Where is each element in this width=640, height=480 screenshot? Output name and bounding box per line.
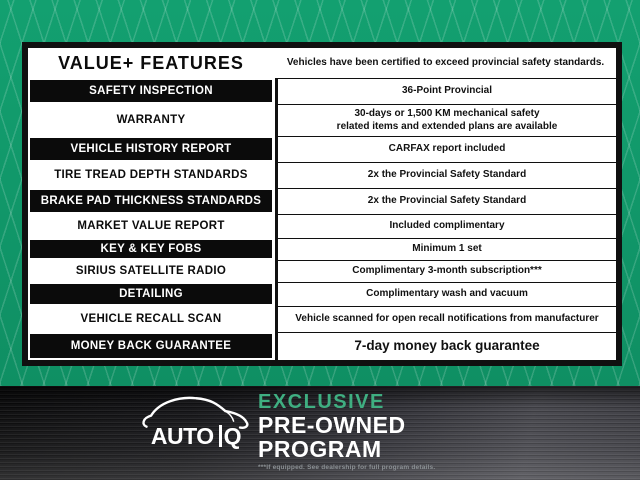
feature-detail: Complimentary wash and vacuum bbox=[275, 282, 616, 306]
feature-label: MONEY BACK GUARANTEE bbox=[30, 334, 272, 358]
headline-program: PROGRAM bbox=[258, 436, 382, 462]
disclaimer-text: ***If equipped. See dealership for full program details. bbox=[258, 464, 436, 471]
feature-label: VEHICLE HISTORY REPORT bbox=[30, 138, 272, 160]
feature-detail: 2x the Provincial Safety Standard bbox=[275, 162, 616, 188]
feature-detail: CARFAX report included bbox=[275, 136, 616, 162]
table-header-description: Vehicles have been certified to exceed provincial safety standards. bbox=[286, 56, 605, 68]
brand-part-q: Q bbox=[223, 423, 242, 449]
headline-exclusive: EXCLUSIVE bbox=[258, 391, 385, 413]
table-row bbox=[28, 136, 616, 162]
feature-label: MARKET VALUE REPORT bbox=[77, 220, 225, 232]
feature-detail: Included complimentary bbox=[275, 214, 616, 238]
table-header-row bbox=[28, 48, 616, 78]
table-row bbox=[28, 260, 616, 282]
headline-pre-owned: PRE-OWNED bbox=[258, 412, 406, 438]
detail-line-1: 30-days or 1,500 KM mechanical safety bbox=[354, 108, 540, 119]
program-headline bbox=[258, 392, 435, 472]
feature-label: KEY & KEY FOBS bbox=[30, 240, 272, 258]
value-features-table bbox=[22, 42, 622, 366]
table-row bbox=[28, 282, 616, 306]
table-row bbox=[28, 306, 616, 332]
table-row bbox=[28, 238, 616, 260]
feature-detail: 2x the Provincial Safety Standard bbox=[275, 188, 616, 214]
feature-detail: Minimum 1 set bbox=[275, 238, 616, 260]
feature-detail: Vehicle scanned for open recall notifications from manufacturer bbox=[275, 306, 616, 332]
table-title: VALUE+ FEATURES bbox=[58, 52, 244, 73]
feature-label: VEHICLE RECALL SCAN bbox=[80, 313, 222, 325]
table-row bbox=[28, 78, 616, 104]
feature-label: SAFETY INSPECTION bbox=[30, 80, 272, 102]
brand-i-bar bbox=[219, 425, 222, 447]
table-row bbox=[28, 214, 616, 238]
feature-label: WARRANTY bbox=[116, 114, 186, 126]
feature-detail: 36-Point Provincial bbox=[275, 78, 616, 104]
table-row bbox=[28, 162, 616, 188]
brand-wordmark bbox=[140, 423, 252, 450]
table-row bbox=[28, 188, 616, 214]
feature-detail bbox=[275, 104, 616, 136]
feature-label: SIRIUS SATELLITE RADIO bbox=[75, 265, 227, 277]
table-row bbox=[28, 332, 616, 360]
brand-part-auto: AUTO bbox=[150, 423, 214, 449]
feature-label: DETAILING bbox=[30, 284, 272, 304]
detail-line-2: related items and extended plans are available bbox=[336, 120, 558, 132]
feature-label: BRAKE PAD THICKNESS STANDARDS bbox=[30, 190, 272, 212]
autoiq-logo bbox=[140, 390, 252, 456]
feature-detail: Complimentary 3-month subscription*** bbox=[275, 260, 616, 282]
table-header-left bbox=[28, 48, 275, 78]
feature-detail: 7-day money back guarantee bbox=[275, 332, 616, 360]
footer-banner bbox=[0, 386, 640, 480]
table-row bbox=[28, 104, 616, 136]
feature-label: TIRE TREAD DEPTH STANDARDS bbox=[54, 169, 248, 181]
